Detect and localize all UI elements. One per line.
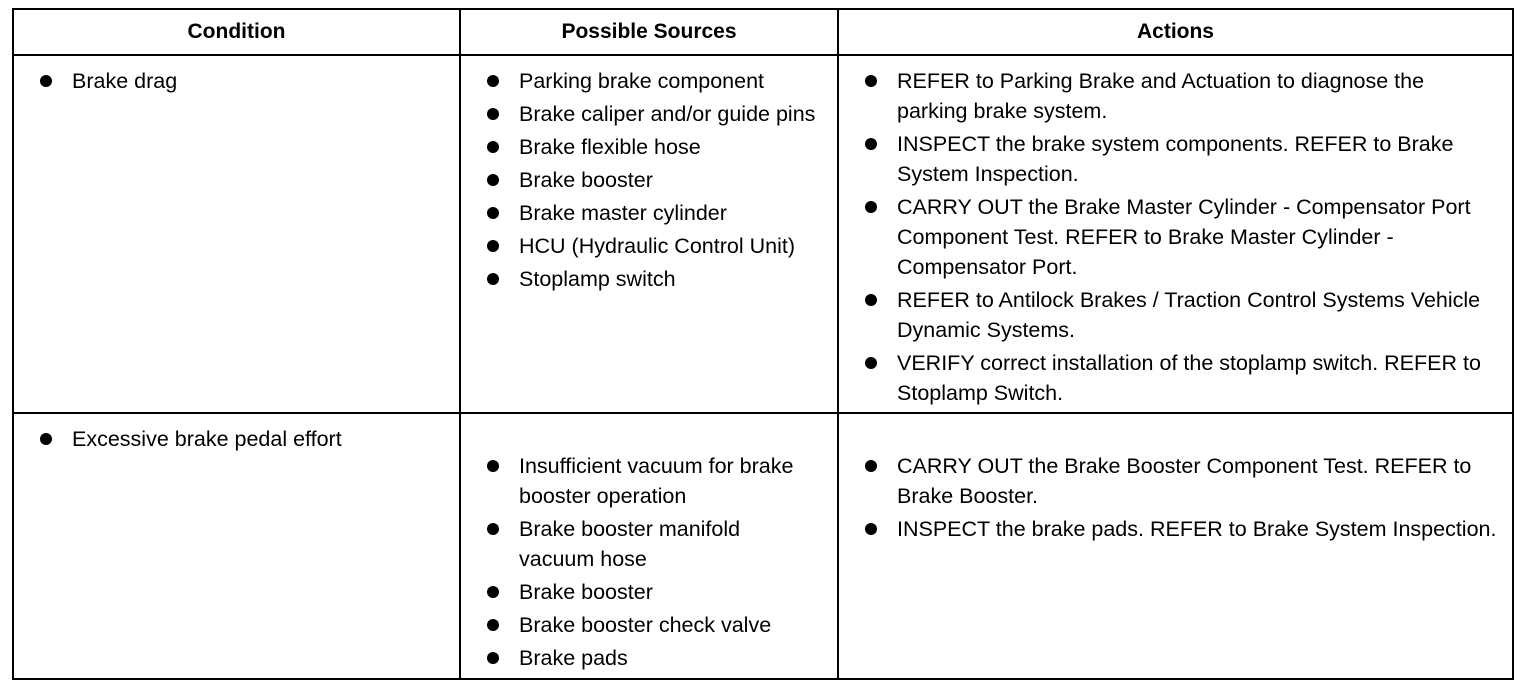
list-item — [839, 451, 1512, 511]
list-item — [461, 231, 837, 261]
bullet-icon — [865, 460, 877, 472]
action-text: INSPECT the brake pads. REFER to Brake System Inspection. — [897, 517, 1497, 541]
bullet-icon — [487, 141, 499, 153]
bullet-icon — [487, 523, 499, 535]
header-possible-sources: Possible Sources — [460, 9, 838, 55]
bullet-icon — [865, 138, 877, 150]
action-text: CARRY OUT the Brake Master Cylinder - Compensator Port Component Test. REFER to Brake Master Cylinder - Compensator Port. — [897, 195, 1471, 279]
bullet-icon — [487, 240, 499, 252]
list-item — [461, 264, 837, 294]
list-item — [461, 643, 837, 673]
action-text: VERIFY correct installation of the stoplamp switch. REFER to Stoplamp Switch. — [897, 351, 1481, 405]
bullet-icon — [487, 586, 499, 598]
action-text: REFER to Parking Brake and Actuation to diagnose the parking brake system. — [897, 69, 1425, 123]
list-item — [839, 348, 1512, 408]
list-item — [14, 424, 459, 454]
condition-cell — [13, 55, 460, 413]
source-text: Brake booster manifold vacuum hose — [519, 517, 741, 571]
list-item — [461, 610, 837, 640]
action-text: INSPECT the brake system components. REFER to Brake System Inspection. — [897, 132, 1454, 186]
sources-list — [461, 56, 837, 294]
list-item — [461, 132, 837, 162]
source-text: Brake flexible hose — [519, 135, 701, 159]
condition-text: Excessive brake pedal effort — [72, 427, 342, 451]
bullet-icon — [487, 460, 499, 472]
list-item — [461, 451, 837, 511]
source-text: Brake pads — [519, 646, 628, 670]
list-item — [461, 99, 837, 129]
list-item — [839, 129, 1512, 189]
list-item — [461, 514, 837, 574]
action-text: CARRY OUT the Brake Booster Component Test. REFER to Brake Booster. — [897, 454, 1472, 508]
source-text: Brake booster — [519, 580, 653, 604]
bullet-icon — [487, 273, 499, 285]
sources-cell — [460, 55, 838, 413]
source-text: Parking brake component — [519, 69, 765, 93]
sources-list — [461, 414, 837, 673]
bullet-icon — [865, 75, 877, 87]
bullet-icon — [487, 652, 499, 664]
bullet-icon — [487, 75, 499, 87]
source-text: Brake booster — [519, 168, 653, 192]
condition-list — [14, 56, 459, 96]
action-text: REFER to Antilock Brakes / Traction Control Systems Vehicle Dynamic Systems. — [897, 288, 1481, 342]
table-row — [13, 413, 1513, 679]
header-actions: Actions — [838, 9, 1513, 55]
diagnosis-table — [12, 8, 1514, 680]
list-item — [14, 66, 459, 96]
sources-cell — [460, 413, 838, 679]
bullet-icon — [487, 619, 499, 631]
actions-list — [839, 414, 1512, 544]
source-text: Stoplamp switch — [519, 267, 676, 291]
list-item — [839, 192, 1512, 282]
bullet-icon — [487, 174, 499, 186]
bullet-icon — [487, 207, 499, 219]
bullet-icon — [865, 294, 877, 306]
actions-list — [839, 56, 1512, 408]
header-row — [13, 9, 1513, 55]
source-text: Brake caliper and/or guide pins — [519, 102, 816, 126]
bullet-icon — [865, 201, 877, 213]
bullet-icon — [865, 523, 877, 535]
bullet-icon — [487, 108, 499, 120]
bullet-icon — [865, 357, 877, 369]
table-row — [13, 55, 1513, 413]
bullet-icon — [40, 75, 52, 87]
bullet-icon — [40, 433, 52, 445]
source-text: Insufficient vacuum for brake booster operation — [519, 454, 794, 508]
list-item — [839, 285, 1512, 345]
actions-cell — [838, 413, 1513, 679]
condition-list — [14, 414, 459, 454]
source-text: Brake master cylinder — [519, 201, 727, 225]
list-item — [461, 66, 837, 96]
list-item — [839, 514, 1512, 544]
list-item — [461, 577, 837, 607]
list-item — [461, 165, 837, 195]
list-item — [461, 198, 837, 228]
list-item — [839, 66, 1512, 126]
source-text: Brake booster check valve — [519, 613, 772, 637]
header-condition: Condition — [13, 9, 460, 55]
condition-cell — [13, 413, 460, 679]
condition-text: Brake drag — [72, 69, 178, 93]
actions-cell — [838, 55, 1513, 413]
source-text: HCU (Hydraulic Control Unit) — [519, 234, 795, 258]
